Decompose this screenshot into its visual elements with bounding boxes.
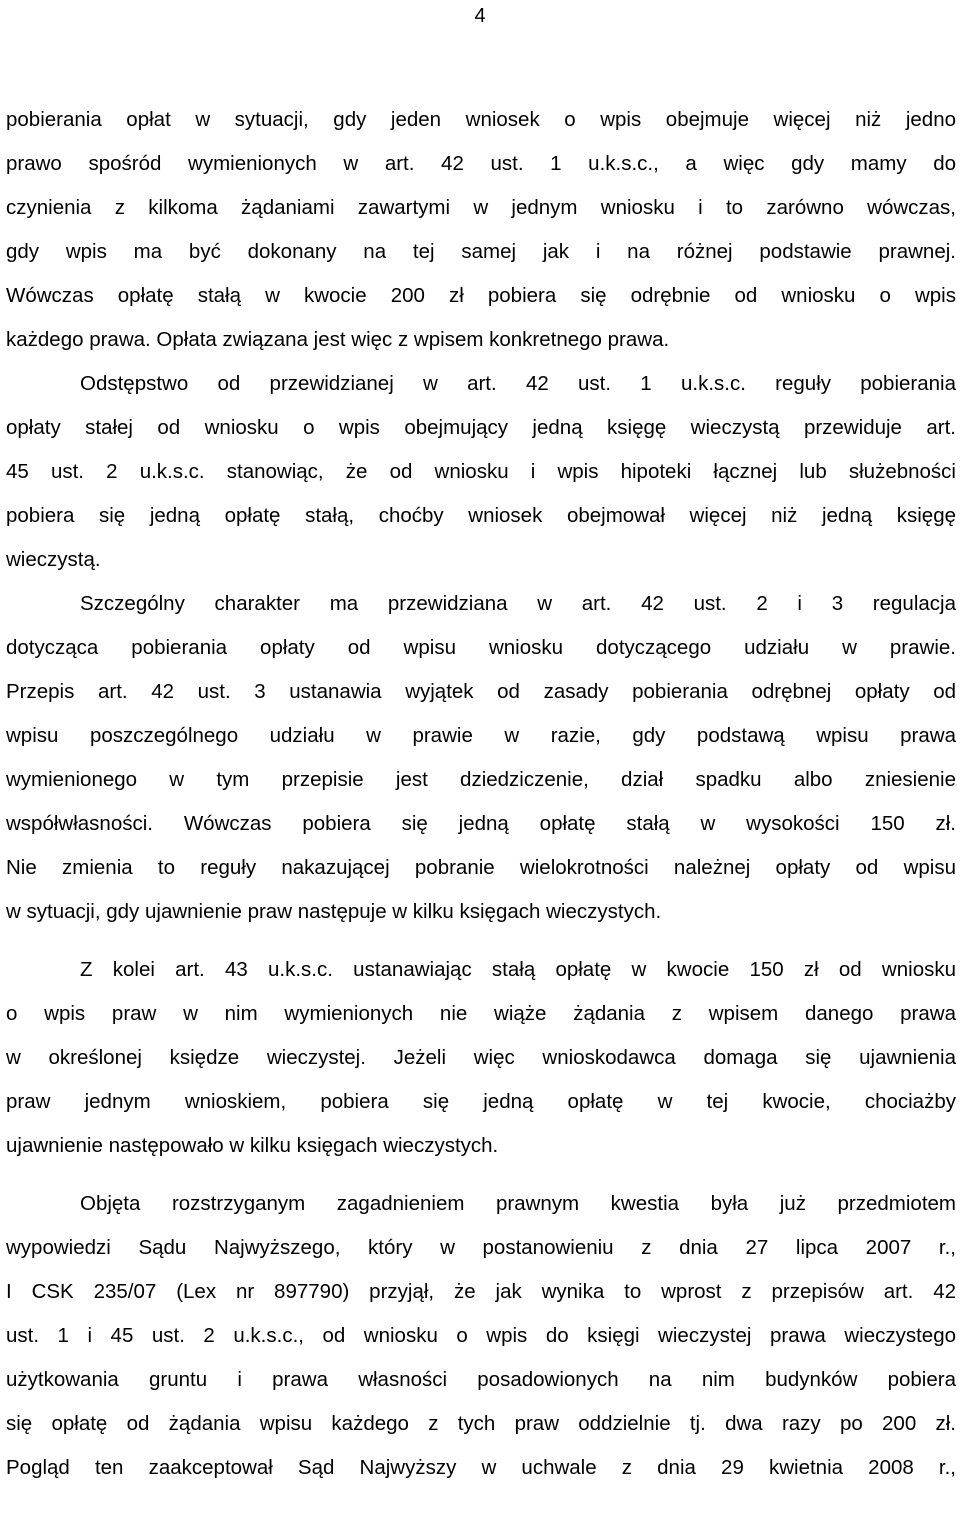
paragraph-1 (6, 98, 956, 362)
text-line: pobierania opłat w sytuacji, gdy jeden wniosek o wpis obejmuje więcej niż jedno (6, 108, 956, 131)
text-line: dotycząca pobierania opłaty od wpisu wniosku dotyczącego udziału w prawie. (6, 636, 956, 659)
text-line: 45 ust. 2 u.k.s.c. stanowiąc, że od wniosku i wpis hipoteki łącznej lub służebności (6, 460, 956, 483)
text-line: prawo spośród wymienionych w art. 42 ust. 1 u.k.s.c., a więc gdy mamy do (6, 152, 956, 175)
text-line: w sytuacji, gdy ujawnienie praw następuje w kilku księgach wieczystych. (6, 900, 662, 923)
text-line: Szczególny charakter ma przewidziana w art. 42 ust. 2 i 3 regulacja (80, 592, 956, 615)
text-line: Nie zmienia to reguły nakazującej pobranie wielokrotności należnej opłaty od wpisu (6, 856, 956, 879)
text-line: Przepis art. 42 ust. 3 ustanawia wyjątek od zasady pobierania odrębnej opłaty od (6, 680, 956, 703)
text-line: Z kolei art. 43 u.k.s.c. ustanawiając stałą opłatę w kwocie 150 zł od wniosku (80, 958, 956, 981)
text-line: Pogląd ten zaakceptował Sąd Najwyższy w uchwale z dnia 29 kwietnia 2008 r., (6, 1456, 956, 1479)
paragraph-3 (6, 582, 956, 934)
document-body (6, 98, 956, 1490)
paragraph-2 (6, 362, 956, 582)
text-line: praw jednym wnioskiem, pobiera się jedną opłatę w tej kwocie, chociażby (6, 1090, 956, 1113)
text-line: Objęta rozstrzyganym zagadnieniem prawnym kwestia była już przedmiotem (80, 1192, 956, 1215)
paragraph-gap (6, 1168, 956, 1182)
text-line: o wpis praw w nim wymienionych nie wiąże żądania z wpisem danego prawa (6, 1002, 956, 1025)
text-line: I CSK 235/07 (Lex nr 897790) przyjął, że jak wynika to wprost z przepisów art. 42 (6, 1280, 956, 1303)
text-line: wymienionego w tym przepisie jest dziedziczenie, dział spadku albo zniesienie (6, 768, 956, 791)
paragraph-gap (6, 934, 956, 948)
text-line: wpisu poszczególnego udziału w prawie w razie, gdy podstawą wpisu prawa (6, 724, 956, 747)
text-line: ust. 1 i 45 ust. 2 u.k.s.c., od wniosku o wpis do księgi wieczystej prawa wieczystego (6, 1324, 956, 1347)
text-line: czynienia z kilkoma żądaniami zawartymi w jednym wniosku i to zarówno wówczas, (6, 196, 956, 219)
text-line: się opłatę od żądania wpisu każdego z tych praw oddzielnie tj. dwa razy po 200 zł. (6, 1412, 956, 1435)
text-line: każdego prawa. Opłata związana jest więc z wpisem konkretnego prawa. (6, 328, 670, 351)
text-line: wypowiedzi Sądu Najwyższego, który w postanowieniu z dnia 27 lipca 2007 r., (6, 1236, 956, 1259)
text-line: gdy wpis ma być dokonany na tej samej jak i na różnej podstawie prawnej. (6, 240, 956, 263)
page-number: 4 (474, 5, 486, 27)
text-line: opłaty stałej od wniosku o wpis obejmujący jedną księgę wieczystą przewiduje art. (6, 416, 956, 439)
text-line: w określonej księdze wieczystej. Jeżeli więc wnioskodawca domaga się ujawnienia (6, 1046, 956, 1069)
text-line: Wówczas opłatę stałą w kwocie 200 zł pobiera się odrębnie od wniosku o wpis (6, 284, 956, 307)
text-line: Odstępstwo od przewidzianej w art. 42 ust. 1 u.k.s.c. reguły pobierania (80, 372, 956, 395)
text-line: ujawnienie następowało w kilku księgach wieczystych. (6, 1134, 499, 1157)
paragraph-4 (6, 948, 956, 1168)
paragraph-5 (6, 1182, 956, 1490)
text-line: współwłasności. Wówczas pobiera się jedną opłatę stałą w wysokości 150 zł. (6, 812, 956, 835)
text-line: wieczystą. (6, 548, 101, 571)
text-line: pobiera się jedną opłatę stałą, choćby wniosek obejmował więcej niż jedną księgę (6, 504, 956, 527)
text-line: użytkowania gruntu i prawa własności posadowionych na nim budynków pobiera (6, 1368, 956, 1391)
